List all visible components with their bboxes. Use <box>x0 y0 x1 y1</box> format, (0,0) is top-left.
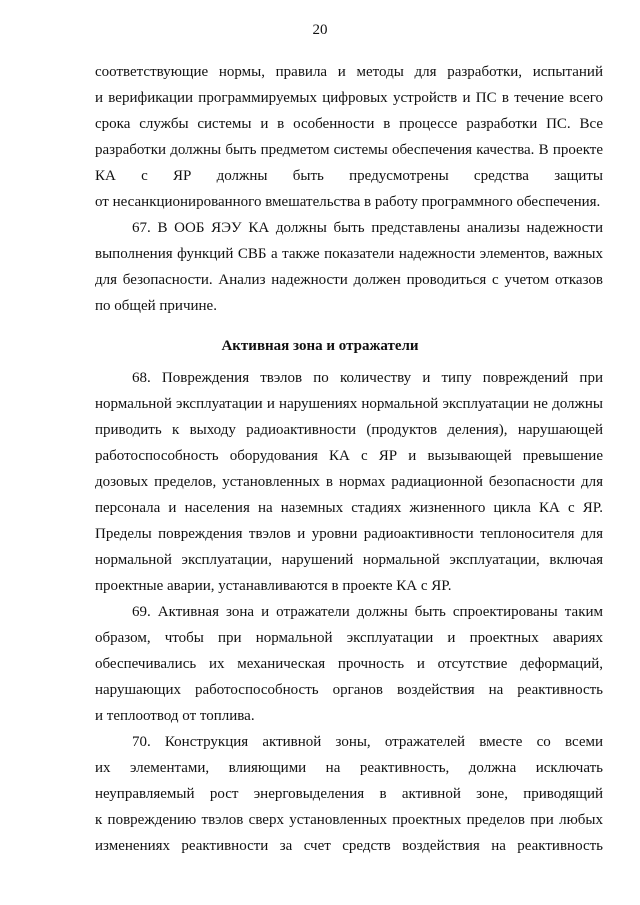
text-line: 69. Активная зона и отражатели должны быть спроектированы таким <box>132 604 603 620</box>
section-heading: Активная зона и отражатели <box>221 338 419 354</box>
text-line: и верификации программируемых цифровых устройств и ПС в течение всего <box>95 90 603 106</box>
text-line: приводить к выходу радиоактивности (продуктов деления), нарушающей <box>95 422 603 438</box>
text-line: нарушающих работоспособность органов воздействия на реактивность <box>95 682 603 698</box>
text-line: разработки должны быть предметом системы обеспечения качества. В проекте <box>95 142 603 158</box>
text-line: дозовых пределов, установленных в нормах радиационной безопасности для <box>95 474 603 490</box>
text-line: и теплоотвод от топлива. <box>95 708 255 724</box>
text-line: нормальной эксплуатации, нарушений нормальной эксплуатации, включая <box>95 552 603 568</box>
text-line: изменениях реактивности за счет средств воздействия на реактивность <box>95 838 603 854</box>
text-line: персонала и населения на наземных стадиях жизненного цикла КА с ЯР. <box>95 500 603 516</box>
text-line: выполнения функций СВБ а также показатели надежности элементов, важных <box>95 246 603 262</box>
text-line: нормальной эксплуатации и нарушениях нормальной эксплуатации не должны <box>95 396 603 412</box>
text-line: 67. В ООБ ЯЭУ КА должны быть представлены анализы надежности <box>132 220 603 236</box>
text-line: по общей причине. <box>95 298 217 314</box>
text-line: срока службы системы и в особенности в процессе разработки ПС. Все <box>95 116 603 132</box>
text-line: к повреждению твэлов сверх установленных проектных пределов при любых <box>95 812 603 828</box>
text-line: от несанкционированного вмешательства в работу программного обеспечения. <box>95 194 601 210</box>
text-line: обеспечивались их механическая прочность и отсутствие деформаций, <box>95 656 603 672</box>
page-number: 20 <box>312 22 328 38</box>
text-line: Пределы повреждения твэлов и уровни радиоактивности теплоносителя для <box>95 526 603 542</box>
text-line: проектные аварии, устанавливаются в проекте КА с ЯР. <box>95 578 452 594</box>
text-line: для безопасности. Анализ надежности должен проводиться с учетом отказов <box>95 272 603 288</box>
text-line: их элементами, влияющими на реактивность, должна исключать <box>95 760 603 776</box>
text-line: 68. Повреждения твэлов по количеству и типу повреждений при <box>132 370 603 386</box>
text-line: соответствующие нормы, правила и методы для разработки, испытаний <box>95 64 603 80</box>
text-line: работоспособность оборудования КА с ЯР и вызывающей превышение <box>95 448 603 464</box>
text-line: неуправляемый рост энерговыделения в активной зоне, приводящий <box>95 786 603 802</box>
text-line: КА с ЯР должны быть предусмотрены средства защиты <box>95 168 603 184</box>
text-line: 70. Конструкция активной зоны, отражателей вместе со всеми <box>132 734 603 750</box>
text-line: образом, чтобы при нормальной эксплуатации и проектных авариях <box>95 630 603 646</box>
